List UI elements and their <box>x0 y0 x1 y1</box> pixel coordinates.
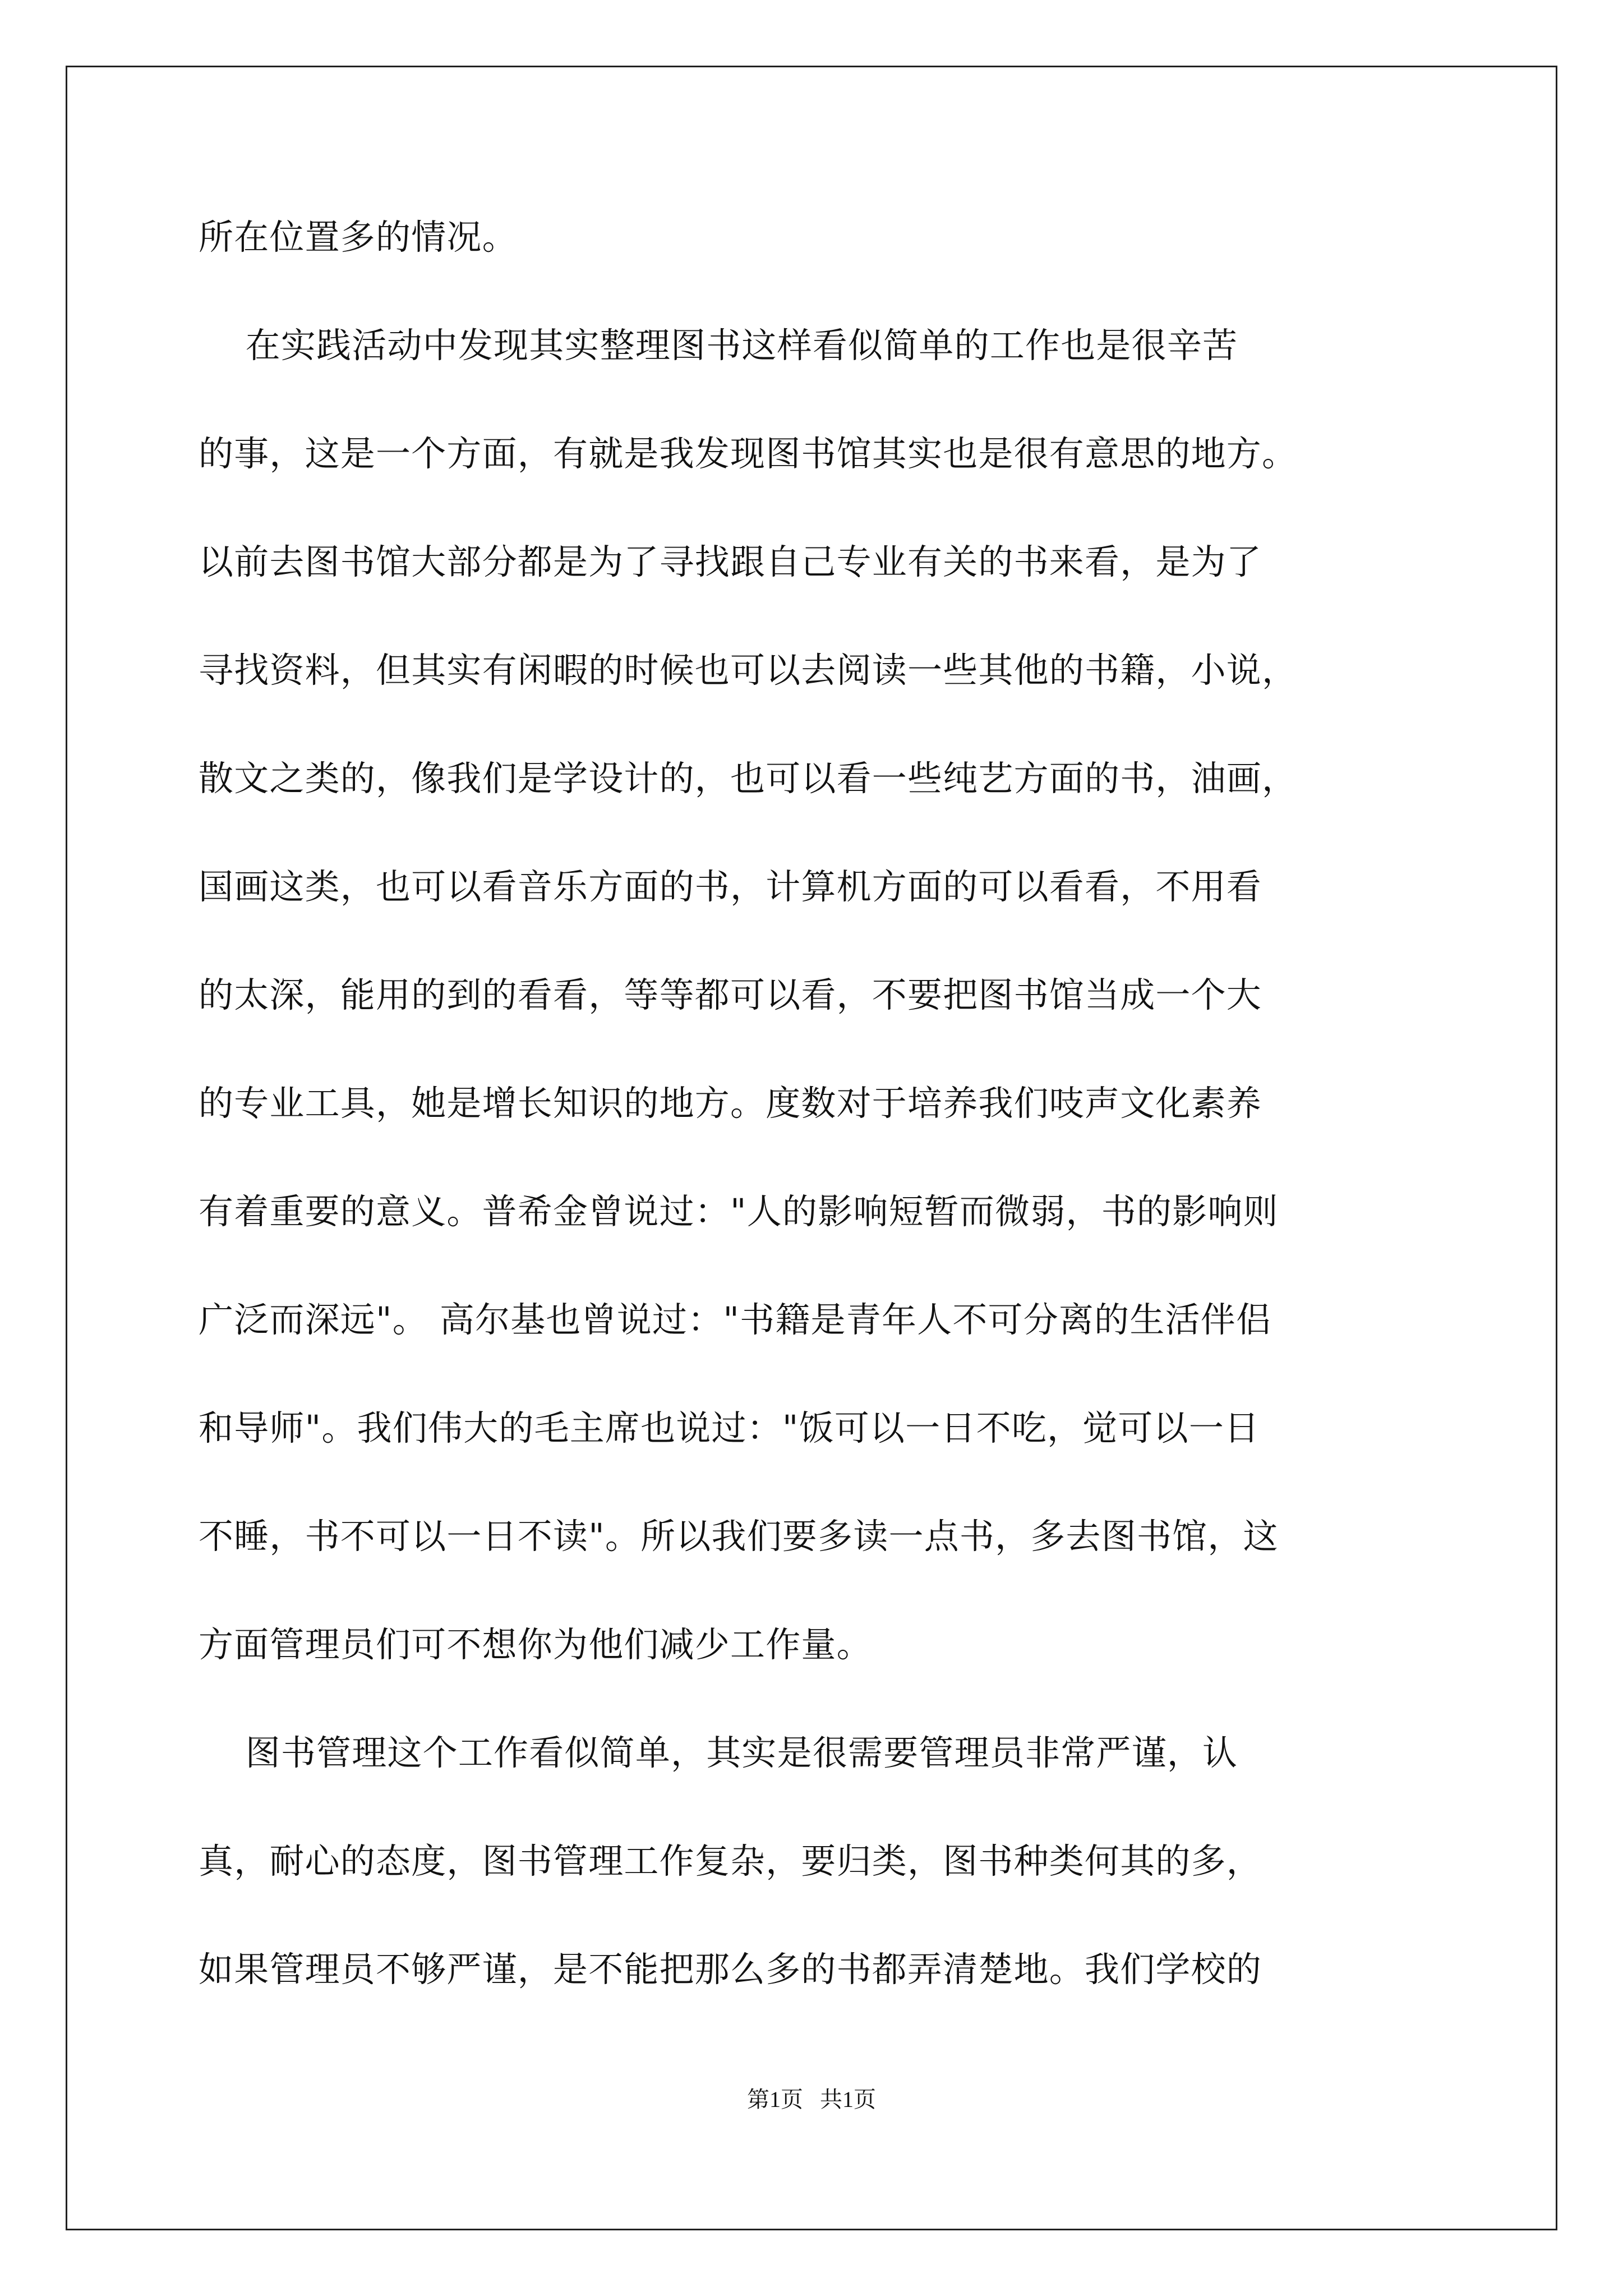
text-line: 所在位置多的情况。 <box>199 217 518 257</box>
page-border <box>66 66 1557 2230</box>
text-line: 真，耐心的态度，图书管理工作复杂，要归类，图书种类何其的多， <box>199 1841 1262 1881</box>
text-line: 图书管理这个工作看似简单，其实是很需要管理员非常严谨，认 <box>199 1732 1238 1773</box>
text-line: 方面管理员们可不想你为他们减少工作量。 <box>199 1624 872 1665</box>
text-line: 如果管理员不够严谨，是不能把那么多的书都弄清楚地。我们学校的 <box>199 1949 1262 1990</box>
text-line: 和导师"。我们伟大的毛主席也说过："饭可以一日不吃，觉可以一日 <box>199 1407 1260 1448</box>
text-line: 寻找资料，但其实有闲暇的时候也可以去阅读一些其他的书籍，小说， <box>199 650 1298 691</box>
text-line: 有着重要的意义。普希金曾说过："人的影响短暂而微弱，书的影响则 <box>199 1191 1279 1232</box>
page-number-footer: 第1页 共1页 <box>747 2087 876 2112</box>
text-line: 不睡，书不可以一日不读"。所以我们要多读一点书，多去图书馆，这 <box>199 1516 1279 1557</box>
text-line: 广泛而深远"。 高尔基也曾说过："书籍是青年人不可分离的生活伴侣 <box>199 1299 1272 1340</box>
text-line: 的专业工具，她是增长知识的地方。度数对于培养我们吱声文化素养 <box>199 1083 1262 1124</box>
text-line: 在实践活动中发现其实整理图书这样看似简单的工作也是很辛苦 <box>199 325 1238 366</box>
text-line: 的事，这是一个方面，有就是我发现图书馆其实也是很有意思的地方。 <box>199 433 1298 474</box>
text-line: 的太深，能用的到的看看，等等都可以看，不要把图书馆当成一个大 <box>199 974 1262 1015</box>
text-line: 国画这类，也可以看音乐方面的书，计算机方面的可以看看，不用看 <box>199 866 1262 907</box>
text-line: 散文之类的，像我们是学设计的，也可以看一些纯艺方面的书，油画， <box>199 758 1298 799</box>
text-line: 以前去图书馆大部分都是为了寻找跟自己专业有关的书来看，是为了 <box>199 541 1262 582</box>
